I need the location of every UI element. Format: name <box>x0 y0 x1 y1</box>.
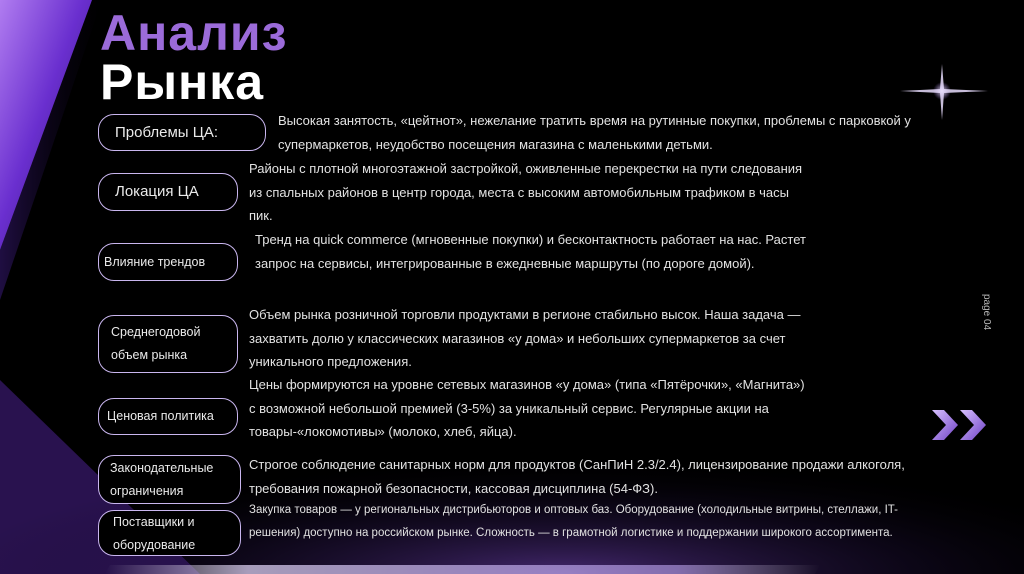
label-pill-problems <box>98 114 266 151</box>
label-text: Среднегодовой <box>111 325 201 339</box>
label-pill-suppliers <box>98 510 241 556</box>
label-pill-location <box>98 173 238 211</box>
label-pill-legal <box>98 455 241 504</box>
label-pill-market-volume <box>98 315 238 373</box>
label-pill-trends <box>98 243 238 281</box>
label-pill-pricing <box>98 398 238 435</box>
double-chevron-right-icon[interactable] <box>930 408 992 442</box>
label-text: Влияние трендов <box>104 255 206 269</box>
label-text: ограничения <box>110 484 184 498</box>
description-suppliers: Закупка товаров — у региональных дистрибьюторов и оптовых баз. Оборудование (холодильные витрины, стеллажи, IT- решения) доступно на российском рынке. Сложность — в грамотной логистике и поддержании широкого ассортимента. <box>249 504 899 539</box>
title-line-1: Анализ <box>100 5 288 61</box>
description-pricing: Цены формируются на уровне сетевых магазинов «у дома» (типа «Пятёрочки», «Магнита») с возможной небольшой премией (3-5%) за уникальный сервис. Регулярные акции на товары-«локомотивы» (молоко, хлеб, яйца). <box>249 377 805 439</box>
label-text: Локация ЦА <box>115 183 199 200</box>
label-text: Проблемы ЦА: <box>115 124 219 141</box>
description-market-volume: Объем рынка розничной торговли продуктами в регионе стабильно высок. Наша задача — захватить долю у классических магазинов «у дома» и небольших супермаркетов за счет уникального предложения. <box>249 307 801 369</box>
description-trends: Тренд на quick commerce (мгновенные покупки) и бесконтактность работает на нас. Растет запрос на сервисы, интегрированные в ежедневные маршруты (по дороге домой). <box>255 232 806 271</box>
page-number: page 04 <box>981 294 992 331</box>
label-text: Ценовая политика <box>107 409 214 423</box>
description-location: Районы с плотной многоэтажной застройкой, оживленные перекрестки на пути следования из спальных районов в центр города, места с высоким автомобильным трафиком в часы пик. <box>249 161 803 223</box>
title-line-2: Рынка <box>100 54 265 110</box>
description-legal: Строгое соблюдение санитарных норм для продуктов (СанПиН 2.3/2.4), лицензирование продажи алкоголя, требования пожарной безопасности, кассовая дисциплина (54-ФЗ). <box>249 457 905 496</box>
label-text: Поставщики и <box>113 515 195 529</box>
description-problems: Высокая занятость, «цейтнот», нежелание тратить время на рутинные покупки, проблемы с парковкой у супермаркетов, неудобство посещения магазина с маленькими детьми. <box>278 113 911 152</box>
label-text: оборудование <box>113 538 196 552</box>
bottom-light-bar <box>105 565 820 574</box>
label-text: Законодательные <box>110 461 214 475</box>
label-text: объем рынка <box>111 348 188 362</box>
